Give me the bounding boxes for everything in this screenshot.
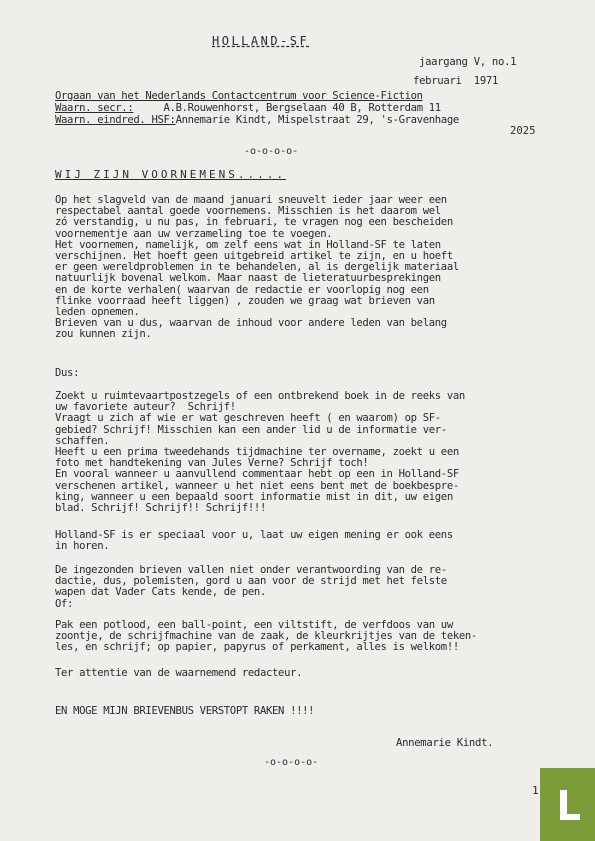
paragraph-intro: Op het slagveld van de maand januari sneuvelt ieder jaar weer een respectabel aantal goede voornemens. Misschien is het daarom wel zó verstandig, u nu pas, in februari, te vragen nog een bescheiden voornementje aan uw verzameling toe te voegen. Het voornemen, namelijk, om zelf eens wat in Holland-SF te laten verschijnen. Het hoeft geen uitgebreid artikel te zijn, en u hoeft er geen wereldproblemen in te behandelen, al is dergelijk materiaal natuurlijk bovenal welkom. Maar naast de lieteratuurbesprekingen en de korte verhalen( waarvan de redactie er voorlopig nog een flinke voorraad heeft liggen) , zouden we graag wat brieven van leden opnemen. Brieven van u dus, waarvan de inhoud voor andere leden van belang zou kunnen zijn. (55, 194, 459, 341)
masthead-secretary-value: A.B.Rouwenhorst, Bergselaan 40 B, Rotterdam 11 (133, 101, 441, 114)
paragraph-schrijf: Zoekt u ruimtevaartpostzegels of een ontbrekend boek in de reeks van uw favoriete auteur? Schrijf! Vraagt u zich af wie er wat geschreven heeft ( en waarom) op SF- gebied? Schrijf! Misschien kan een ander lid u de informatie ver- schaffen. Heeft u een prima tweedehands tijdmachine ter overname, zoekt u een foto met handtekening van Jules Verne? Schrijf toch! En vooral wanneer u aanvullend commentaar hebt op een in Holland-SF verschenen artikel, wanneer u het niet eens bent met de boekbespre- king, wanneer u een bepaald soort informatie mist in dit, uw eigen blad. Schrijf! Schrijf!! Schrijf!!! (55, 390, 465, 515)
paragraph-holland-sf: Holland-SF is er speciaal voor u, laat uw eigen mening er ook eens in horen. (55, 529, 453, 553)
separator-top: -o-o-o-o- (244, 146, 299, 157)
volume-number: jaargang V, no.1 (419, 56, 517, 68)
newsletter-title: HOLLAND-SF (212, 34, 310, 48)
page-number: 1 (532, 784, 539, 797)
article-paragraph-3 (55, 391, 545, 514)
article-paragraph-4 (55, 530, 545, 552)
masthead-zip: 2025 (510, 125, 536, 137)
issue-date: februari 1971 (413, 75, 499, 87)
publisher-logo (540, 768, 595, 841)
paragraph-ingezonden: De ingezonden brieven vallen niet onder verantwoording van de re- dactie, dus, polemisten, gord u aan voor de strijd met het felste wapen dat Vader Cats kende, de pen. Of: (55, 564, 447, 610)
signature: Annemarie Kindt. (396, 737, 494, 749)
separator-bottom: -o-o-o-o- (264, 757, 319, 768)
masthead-secretary-label: Waarn. secr.: (55, 101, 134, 114)
paragraph-brievenbus: EN MOGE MIJN BRIEVENBUS VERSTOPT RAKEN !!!! (55, 705, 315, 717)
paragraph-potlood: Pak een potlood, een ball-point, een viltstift, de verfdoos van uw zoontje, de schrijfmachine van de zaak, de kleurkrijtjes van de teken- les, en schrijf; op papier, papyrus of perkament, alles is welkom!! (55, 619, 477, 654)
article-paragraph-1 (55, 195, 545, 341)
article-paragraph-6 (55, 620, 545, 654)
masthead-organ-text: Orgaan van het Nederlands Contactcentrum voor Science-Fiction (55, 90, 423, 102)
masthead-editor (55, 115, 459, 127)
article-paragraph-8 (55, 706, 545, 717)
masthead (55, 91, 459, 126)
paragraph-dus: Dus: (55, 367, 80, 379)
article-paragraph-2 (55, 368, 545, 379)
article-heading: WIJ ZIJN VOORNEMENS..... (55, 168, 286, 181)
masthead-editor-value: Annemarie Kindt, Mispelstraat 29, 's-Gravenhage (175, 113, 459, 126)
article-paragraph-5 (55, 565, 545, 610)
article-paragraph-7 (55, 668, 545, 679)
masthead-editor-label: Waarn. eindred. HSF: (55, 113, 176, 126)
paragraph-attentie: Ter attentie van de waarnemend redacteur. (55, 667, 303, 679)
publisher-logo-icon (540, 768, 595, 841)
